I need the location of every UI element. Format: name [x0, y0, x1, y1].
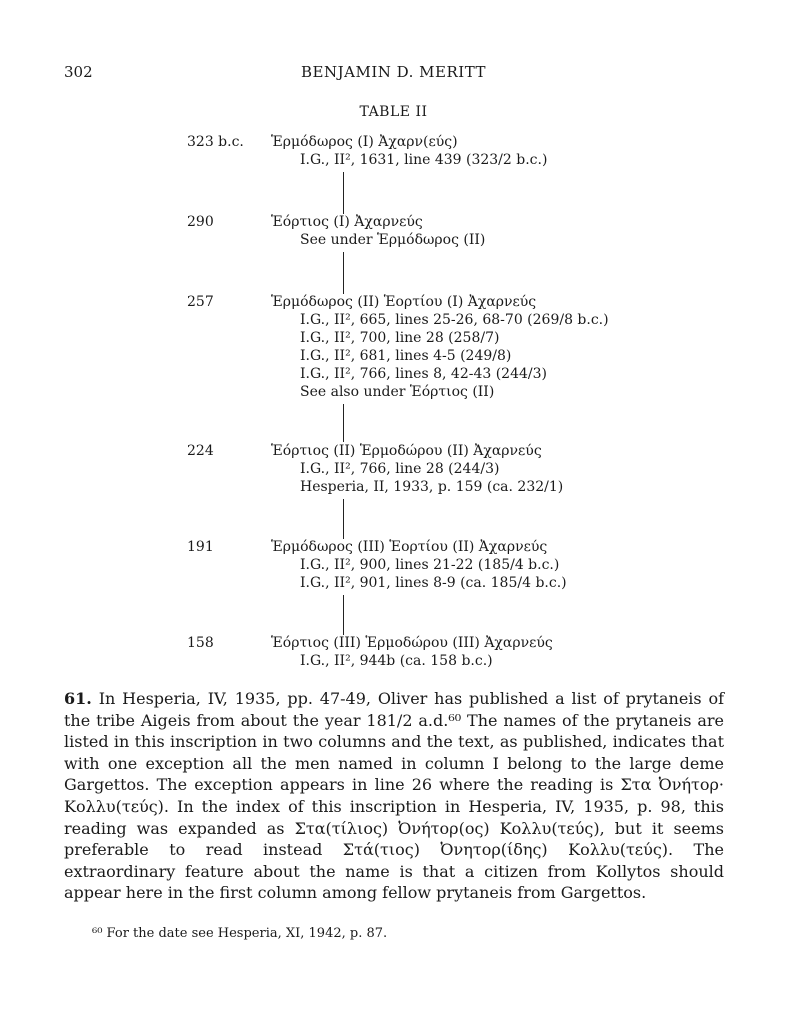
- entry-name: Ἑρμόδωρος (III) Ἑορτίου (II) Ἀχαρνεύς: [271, 539, 548, 555]
- paragraph-text: In Hesperia, IV, 1935, pp. 47-49, Oliver has published a list of prytaneis of the tribe Aigeis from about the year 181/2 a.d.⁶⁰ The names of the prytaneis are listed in this inscription in two columns and the text, as published, indicates that with one exception all the men named in column I belong to the large deme Gargettos. The exception appears in line 26 where the reading is Στα Ὀνήτορ· Κολλυ(τεύς). In the index of this inscription in Hesperia, IV, 1935, p. 98, this reading was expanded as Στα(τίλιος) Ὀνήτορ(ος) Κολλυ(τεύς), but it seems preferable to read instead Στά(τιος) Ὀνητορ(ίδης) Κολλυ(τεύς). The extraordinary feature about the name is that a citizen from Kollytos should appear here in the first column among fellow prytaneis from Gargettos.: [64, 689, 724, 903]
- entry-name: Ἑόρτιος (III) Ἑρμοδώρου (III) Ἀχαρνεύς: [271, 635, 553, 651]
- entry-reference: I.G., II², 1631, line 439 (323/2 b.c.): [300, 152, 548, 168]
- entry-reference: Hesperia, II, 1933, p. 159 (ca. 232/1): [300, 479, 564, 495]
- entry-reference: I.G., II², 766, line 28 (244/3): [300, 461, 500, 477]
- running-head-author: BENJAMIN D. MERITT: [301, 63, 486, 81]
- entry-reference: I.G., II², 900, lines 21-22 (185/4 b.c.): [300, 557, 560, 573]
- entry-year: 191: [187, 539, 214, 555]
- lineage-connector: [343, 499, 344, 539]
- entry-name: Ἑρμόδωρος (II) Ἑορτίου (I) Ἀχαρνεύς: [271, 294, 537, 310]
- entry-year: 257: [187, 294, 214, 310]
- footnote: ⁶⁰ For the date see Hesperia, XI, 1942, p. 87.: [92, 926, 388, 941]
- lineage-connector: [343, 172, 344, 214]
- page-number: 302: [64, 63, 93, 81]
- entry-reference: See under Ἑρμόδωρος (II): [300, 232, 486, 248]
- entry-reference: I.G., II², 681, lines 4-5 (249/8): [300, 348, 512, 364]
- lineage-connector: [343, 252, 344, 294]
- entry-year: 224: [187, 443, 214, 459]
- entry-year: 158: [187, 635, 214, 651]
- paragraph-number: 61.: [64, 689, 92, 708]
- entry-reference: See also under Ἑόρτιος (II): [300, 384, 495, 400]
- entry-name: Ἑρμόδωρος (I) Ἀχαρν(εύς): [271, 134, 458, 150]
- entry-reference: I.G., II², 766, lines 8, 42-43 (244/3): [300, 366, 547, 382]
- table-title: TABLE II: [359, 104, 428, 120]
- entry-year: 323 b.c.: [187, 134, 244, 150]
- entry-reference: I.G., II², 665, lines 25-26, 68-70 (269/8 b.c.): [300, 312, 609, 328]
- entry-name: Ἑόρτιος (I) Ἀχαρνεύς: [271, 214, 423, 230]
- lineage-connector: [343, 595, 344, 635]
- entry-reference: I.G., II², 944b (ca. 158 b.c.): [300, 653, 493, 669]
- body-paragraph: [64, 688, 724, 904]
- entry-reference: I.G., II², 700, line 28 (258/7): [300, 330, 500, 346]
- entry-name: Ἑόρτιος (II) Ἑρμοδώρου (II) Ἀχαρνεύς: [271, 443, 542, 459]
- entry-year: 290: [187, 214, 214, 230]
- lineage-connector: [343, 404, 344, 442]
- entry-reference: I.G., II², 901, lines 8-9 (ca. 185/4 b.c.): [300, 575, 567, 591]
